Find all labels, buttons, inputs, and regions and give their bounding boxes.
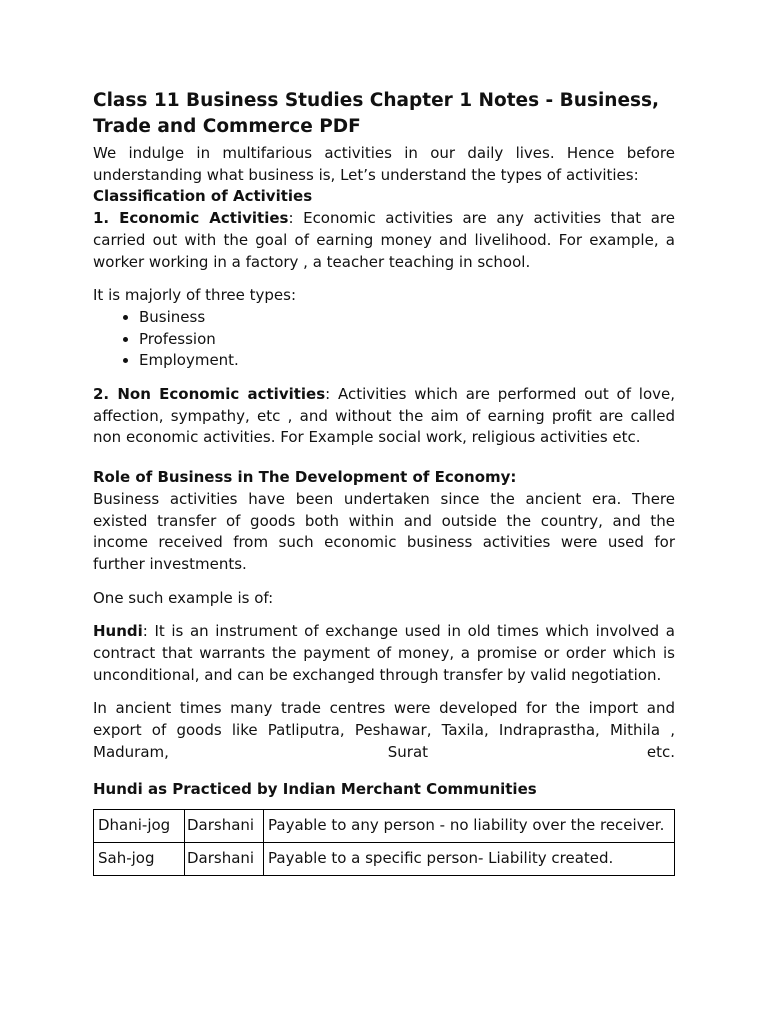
table-cell: Payable to a specific person- Liability created.	[264, 842, 675, 875]
table-cell: Darshani	[185, 810, 264, 843]
economic-activities-label: 1. Economic Activities	[93, 209, 289, 228]
hundi-text: : It is an instrument of exchange used in old times which involved a contract that warrants the payment of money, a promise or order which is unconditional, and can be exchanged through transfer by valid negotiation.	[93, 622, 675, 684]
non-economic-label: 2. Non Economic activities	[93, 385, 326, 404]
role-heading: Role of Business in The Development of Economy:	[93, 468, 517, 487]
non-economic-text: : Activities which are performed out of love, affection, sympathy, etc , and without the aim of earning profit are called non economic activities. For Example social work, religious activities etc.	[93, 385, 675, 447]
economic-activities-text: : Economic activities are any activities that are carried out with the goal of earning money and livelihood. For example, a worker working in a factory , a teacher teaching in school.	[93, 209, 675, 271]
example-intro: One such example is of:	[93, 588, 274, 607]
hundi-paragraph	[93, 621, 675, 686]
table-cell: Darshani	[185, 842, 264, 875]
types-intro: It is majorly of three types:	[93, 286, 297, 305]
table-row	[94, 810, 675, 843]
list-item: • Profession	[139, 329, 675, 351]
economic-activities-paragraph	[93, 208, 675, 273]
intro-paragraph: We indulge in multifarious activities in our daily lives. Hence before understanding what business is, Let’s understand the types of activities:	[93, 144, 675, 184]
non-economic-paragraph	[93, 384, 675, 449]
list-item: • Employment.	[139, 350, 675, 372]
table-row	[94, 842, 675, 875]
hundi-table	[93, 809, 675, 875]
document-page	[93, 88, 675, 876]
table-cell: Dhani-jog	[94, 810, 185, 843]
table-cell: Payable to any person - no liability over the receiver.	[264, 810, 675, 843]
hundi-label: Hundi	[93, 622, 143, 641]
list-item: • Business	[139, 307, 675, 329]
hundi-table-heading: Hundi as Practiced by Indian Merchant Communities	[93, 779, 537, 798]
table-cell: Sah-jog	[94, 842, 185, 875]
types-list	[93, 307, 675, 372]
role-paragraph: Business activities have been undertaken since the ancient era. There existed transfer of goods both within and outside the country, and the income received from such economic business activities were used for further investments.	[93, 489, 675, 573]
classification-heading: Classification of Activities	[93, 187, 313, 206]
trade-centres-paragraph: In ancient times many trade centres were developed for the import and export of goods like Patliputra, Peshawar, Taxila, Indraprastha, Mithila , Maduram, Surat etc.	[93, 699, 675, 761]
page-title: Class 11 Business Studies Chapter 1 Notes - Business, Trade and Commerce PDF	[93, 90, 660, 137]
